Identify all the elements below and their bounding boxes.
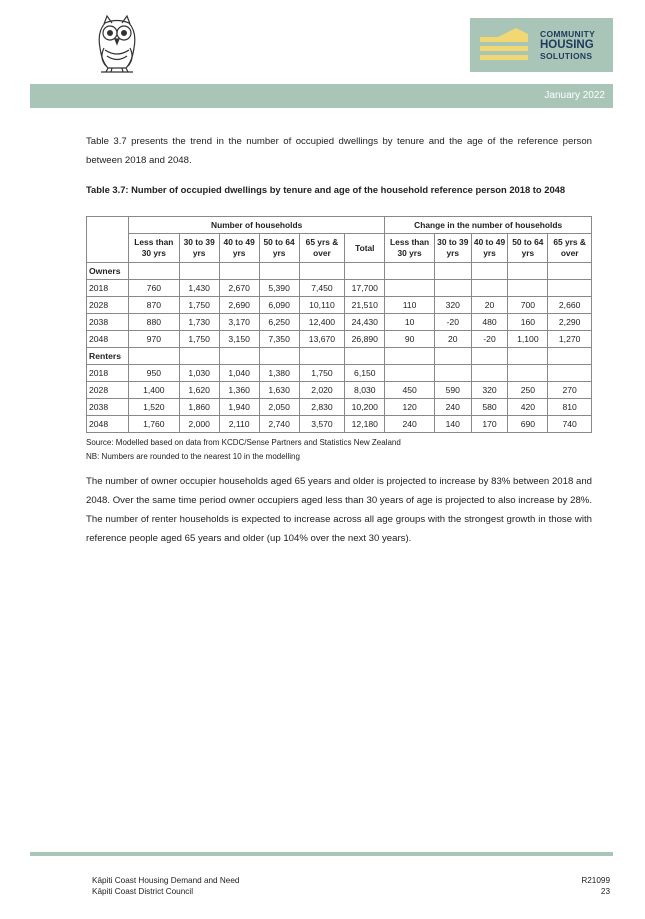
table-cell: 6,090 [259,297,299,314]
column-header: Total [345,234,385,263]
table-cell: 2,740 [259,416,299,433]
table-cell [385,280,435,297]
row-year: 2038 [87,314,129,331]
table-cell: 140 [434,416,471,433]
logo-text-housing: HOUSING [540,39,594,51]
empty-cell [259,263,299,280]
table-cell: 270 [548,382,592,399]
empty-cell [179,348,219,365]
table-cell: 880 [129,314,180,331]
group-label: Renters [87,348,129,365]
table-cell: 1,400 [129,382,180,399]
row-year: 2018 [87,365,129,382]
table-row [87,365,592,382]
row-year: 2018 [87,280,129,297]
group-header-number: Number of households [129,217,385,234]
table-cell: 1,380 [259,365,299,382]
house-bars-icon [480,27,528,63]
row-year: 2048 [87,331,129,348]
row-year: 2038 [87,399,129,416]
column-header: 50 to 64 yrs [259,234,299,263]
table-cell: 2,670 [219,280,259,297]
table-cell: 250 [508,382,548,399]
table-cell: 1,360 [219,382,259,399]
footer-line [30,852,613,856]
table-cell: 420 [508,399,548,416]
table-cell [508,365,548,382]
table-body [87,263,592,433]
table-cell: 700 [508,297,548,314]
table-cell: 160 [508,314,548,331]
table-cell: 690 [508,416,548,433]
table-row [87,331,592,348]
table-row [87,416,592,433]
table-row [87,382,592,399]
footer-right [581,875,610,897]
row-year: 2028 [87,382,129,399]
footer-ref: R21099 [581,876,610,885]
table-cell: 970 [129,331,180,348]
table-cell: 1,940 [219,399,259,416]
table-cell [471,280,508,297]
table-cell: 10 [385,314,435,331]
table-corner-cell [87,217,129,263]
table-cell: 870 [129,297,180,314]
table-cell: 20 [471,297,508,314]
table-cell: 2,110 [219,416,259,433]
dwellings-table [86,216,592,433]
table-cell: 24,430 [345,314,385,331]
table-cell: 3,570 [299,416,345,433]
column-header: 65 yrs & over [548,234,592,263]
logo-text-solutions: SOLUTIONS [540,51,593,61]
table-cell: 2,020 [299,382,345,399]
empty-cell [385,263,435,280]
table-cell: 3,150 [219,331,259,348]
empty-cell [129,348,180,365]
table-cell: -20 [434,314,471,331]
empty-cell [345,263,385,280]
table-cell: -20 [471,331,508,348]
table-cell: 810 [548,399,592,416]
footer-report-title: Kāpiti Coast Housing Demand and Need [92,876,240,885]
table-cell [508,280,548,297]
body-paragraph: The number of owner occupier households aged 65 years and older is projected to increase by 83% between 2018 and 2048. Over the same time period owner occupiers aged less than 30 years of age is projected to also increase by 28%. The number of renter households is expected to increase across all age groups with the strongest growth in those with reference people aged 65 years and older (up 104% over the next 30 years). [86,476,592,544]
owl-logo-icon [92,14,142,76]
table-cell: 21,510 [345,297,385,314]
table-cell: 90 [385,331,435,348]
page-number: 23 [600,887,610,896]
table-row [87,280,592,297]
footer-council: Kāpiti Coast District Council [92,887,194,896]
row-year: 2028 [87,297,129,314]
table-column-header-row [87,234,592,263]
empty-cell [219,263,259,280]
table-cell [434,280,471,297]
table-cell: 760 [129,280,180,297]
group-header-change: Change in the number of households [385,217,592,234]
table-cell: 240 [434,399,471,416]
source-note: Source: Modelled based on data from KCDC/Sense Partners and Statistics New Zealand [86,438,401,447]
table-cell: 1,750 [179,331,219,348]
table-cell: 2,830 [299,399,345,416]
group-label: Owners [87,263,129,280]
column-header: 30 to 39 yrs [179,234,219,263]
empty-cell [548,348,592,365]
table-cell: 3,170 [219,314,259,331]
table-cell: 1,620 [179,382,219,399]
table-cell: 590 [434,382,471,399]
table-cell [548,280,592,297]
table-cell: 1,750 [299,365,345,382]
column-header: 30 to 39 yrs [434,234,471,263]
table-cell: 450 [385,382,435,399]
table-cell: 6,250 [259,314,299,331]
empty-cell [471,263,508,280]
table-cell: 20 [434,331,471,348]
table-cell: 12,400 [299,314,345,331]
table-row [87,314,592,331]
table-cell [471,365,508,382]
table-cell: 2,690 [219,297,259,314]
table-cell: 580 [471,399,508,416]
table-cell: 17,700 [345,280,385,297]
group-label-row [87,263,592,280]
table-cell: 10,110 [299,297,345,314]
table-cell: 13,670 [299,331,345,348]
header-band [30,84,613,108]
table-cell: 1,730 [179,314,219,331]
table-cell: 10,200 [345,399,385,416]
logo-text-community: COMMUNITY [540,29,596,39]
table-cell: 6,150 [345,365,385,382]
table-cell: 1,270 [548,331,592,348]
row-year: 2048 [87,416,129,433]
column-header: 65 yrs & over [299,234,345,263]
empty-cell [129,263,180,280]
table-row [87,399,592,416]
table-cell: 1,520 [129,399,180,416]
table-cell: 5,390 [259,280,299,297]
table-cell: 120 [385,399,435,416]
table-cell: 170 [471,416,508,433]
table-cell: 740 [548,416,592,433]
table-cell: 1,630 [259,382,299,399]
community-housing-solutions-logo [470,18,613,72]
table-cell: 2,000 [179,416,219,433]
table-cell: 1,430 [179,280,219,297]
column-header: 40 to 49 yrs [219,234,259,263]
empty-cell [259,348,299,365]
table-cell: 7,350 [259,331,299,348]
table-caption: Table 3.7: Number of occupied dwellings by tenure and age of the household reference person 2018 to 2048 [86,184,566,195]
column-header: 40 to 49 yrs [471,234,508,263]
table-cell: 1,760 [129,416,180,433]
table-cell [434,365,471,382]
empty-cell [345,348,385,365]
footer-left [92,875,239,897]
empty-cell [548,263,592,280]
table-cell: 12,180 [345,416,385,433]
empty-cell [299,348,345,365]
empty-cell [471,348,508,365]
table-cell: 2,660 [548,297,592,314]
table-cell: 1,030 [179,365,219,382]
table-cell: 2,290 [548,314,592,331]
empty-cell [179,263,219,280]
empty-cell [434,348,471,365]
table-row [87,297,592,314]
table-cell: 320 [434,297,471,314]
table-cell: 8,030 [345,382,385,399]
empty-cell [508,348,548,365]
table-cell: 1,040 [219,365,259,382]
table-cell: 1,860 [179,399,219,416]
column-header: Less than 30 yrs [129,234,180,263]
group-label-row [87,348,592,365]
empty-cell [434,263,471,280]
empty-cell [219,348,259,365]
table-cell: 2,050 [259,399,299,416]
column-header: 50 to 64 yrs [508,234,548,263]
empty-cell [299,263,345,280]
table-cell: 480 [471,314,508,331]
table-cell: 1,750 [179,297,219,314]
table-cell: 950 [129,365,180,382]
nb-note: NB: Numbers are rounded to the nearest 10 in the modelling [86,452,300,461]
empty-cell [385,348,435,365]
intro-paragraph: Table 3.7 presents the trend in the number of occupied dwellings by tenure and the age of the reference person between 2018 and 2048. [86,136,592,166]
table-group-header-row [87,217,592,234]
table-cell: 1,100 [508,331,548,348]
empty-cell [508,263,548,280]
column-header: Less than 30 yrs [385,234,435,263]
table-cell: 26,890 [345,331,385,348]
header-date: January 2022 [544,90,605,101]
table-cell: 320 [471,382,508,399]
table-cell [548,365,592,382]
table-cell: 110 [385,297,435,314]
table-cell: 7,450 [299,280,345,297]
table-cell [385,365,435,382]
table-cell: 240 [385,416,435,433]
